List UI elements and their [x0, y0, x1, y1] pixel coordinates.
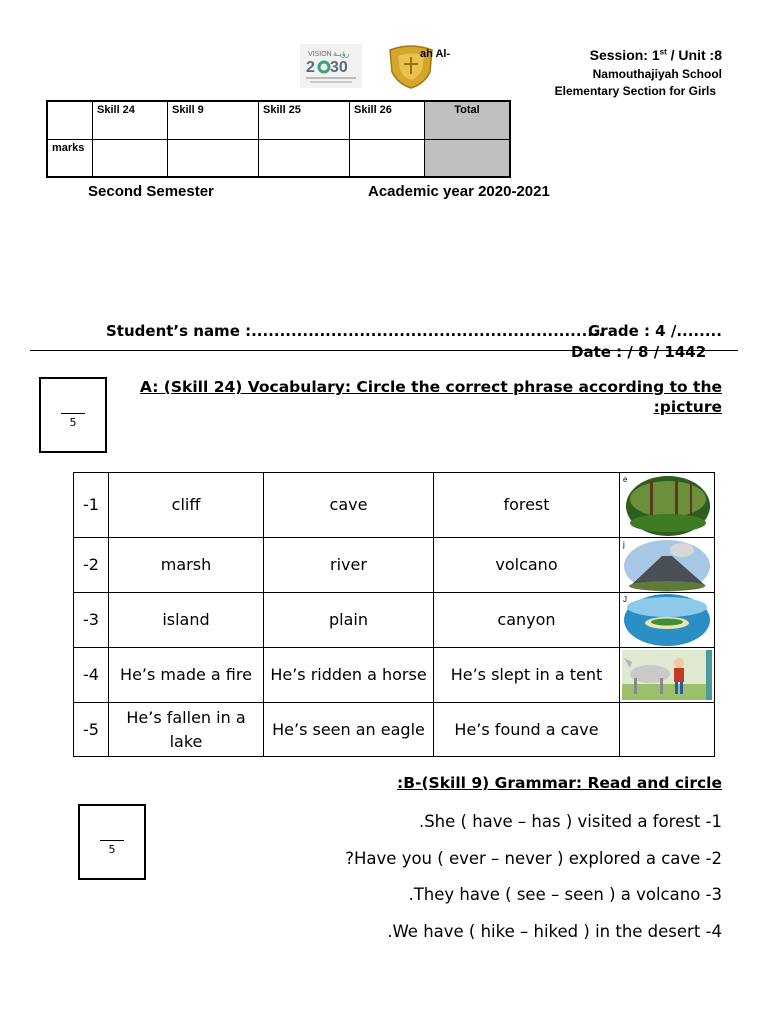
picture-tag: j	[623, 540, 625, 549]
option-cell[interactable]: He’s fallen in a lake	[109, 703, 264, 757]
svg-text:30: 30	[330, 59, 348, 76]
option-cell[interactable]: He’s slept in a tent	[434, 648, 620, 703]
horse-picture	[620, 648, 714, 702]
marks-cell[interactable]	[350, 139, 425, 177]
semester-label: Second Semester	[88, 183, 214, 200]
picture-tag: e	[623, 475, 628, 484]
section-b-title: :B-(Skill 9) Grammar: Read and circle	[397, 774, 722, 792]
grammar-item-2[interactable]: ?Have you ( ever – never ) explored a cave -2	[345, 849, 722, 868]
section-a-score: 5	[69, 416, 77, 429]
picture-cell-empty	[620, 703, 715, 757]
option-cell[interactable]: plain	[264, 593, 434, 648]
option-cell[interactable]: river	[264, 538, 434, 593]
picture-cell	[620, 648, 715, 703]
grammar-item-1[interactable]: .She ( have – has ) visited a forest -1	[418, 812, 722, 831]
island-picture	[620, 593, 714, 647]
option-cell[interactable]: forest	[434, 473, 620, 538]
svg-text:VISION: VISION	[308, 51, 332, 58]
grammar-item-4[interactable]: .We have ( hike – hiked ) in the desert -4	[387, 922, 722, 941]
score-line	[100, 840, 124, 841]
score-line	[61, 413, 85, 414]
volcano-picture	[620, 538, 714, 592]
school-section: Elementary Section for Girls	[554, 84, 716, 98]
option-cell[interactable]: He’s found a cave	[434, 703, 620, 757]
section-b-score: 5	[108, 843, 116, 856]
section-a-title	[140, 377, 722, 417]
row-number: -5	[74, 703, 109, 757]
marks-total-cell[interactable]	[425, 139, 511, 177]
marks-cell[interactable]	[168, 139, 259, 177]
marks-table	[46, 100, 511, 178]
marks-col-skill-25: Skill 25	[259, 101, 350, 139]
marks-col-total: Total	[425, 101, 511, 139]
option-cell[interactable]: cave	[264, 473, 434, 538]
option-cell[interactable]: island	[109, 593, 264, 648]
option-cell[interactable]: He’s ridden a horse	[264, 648, 434, 703]
picture-cell	[620, 593, 715, 648]
option-cell[interactable]: cliff	[109, 473, 264, 538]
row-number: -4	[74, 648, 109, 703]
table-row	[74, 648, 715, 703]
picture-cell	[620, 473, 715, 538]
marks-cell[interactable]	[93, 139, 168, 177]
marks-col-skill-9: Skill 9	[168, 101, 259, 139]
option-cell[interactable]: He’s seen an eagle	[264, 703, 434, 757]
option-cell[interactable]: marsh	[109, 538, 264, 593]
forest-picture	[620, 473, 714, 537]
option-cell[interactable]: volcano	[434, 538, 620, 593]
table-row	[74, 473, 715, 538]
option-cell[interactable]: canyon	[434, 593, 620, 648]
grammar-item-3[interactable]: .They have ( see – seen ) a volcano -3	[408, 885, 722, 904]
section-a-title-line2: :picture	[653, 398, 722, 416]
marks-cell[interactable]	[259, 139, 350, 177]
picture-cell	[620, 538, 715, 593]
section-a-title-line1: A: (Skill 24) Vocabulary: Circle the correct phrase according to the	[139, 378, 722, 396]
academic-year: Academic year 2020-2021	[368, 183, 550, 200]
marks-table-corner	[47, 101, 93, 139]
grade-field[interactable]: Grade : 4 /........	[588, 322, 722, 340]
row-number: -3	[74, 593, 109, 648]
row-number: -2	[74, 538, 109, 593]
svg-text:2: 2	[306, 59, 315, 76]
session-unit: Session: 1st / Unit :8	[589, 47, 722, 63]
marks-row-label: marks	[47, 139, 93, 177]
row-number: -1	[74, 473, 109, 538]
student-name-field[interactable]: Student’s name :..............................................................	[106, 322, 605, 340]
marks-col-skill-26: Skill 26	[350, 101, 425, 139]
section-b-score-box[interactable]	[78, 804, 146, 880]
school-name: Namouthajiyah School	[592, 67, 722, 81]
marks-col-skill-24: Skill 24	[93, 101, 168, 139]
vocabulary-table	[73, 472, 715, 757]
table-row	[74, 538, 715, 593]
picture-tag: J	[623, 595, 627, 604]
svg-text:رؤيـة: رؤيـة	[333, 49, 350, 58]
vision-2030-logo	[300, 44, 362, 88]
table-row	[74, 703, 715, 757]
option-cell[interactable]: He’s made a fire	[109, 648, 264, 703]
section-a-score-box[interactable]	[39, 377, 107, 453]
header-overlay-text: ah Al-	[420, 48, 451, 60]
date-field[interactable]: Date : / 8 / 1442	[571, 343, 707, 361]
table-row	[74, 593, 715, 648]
